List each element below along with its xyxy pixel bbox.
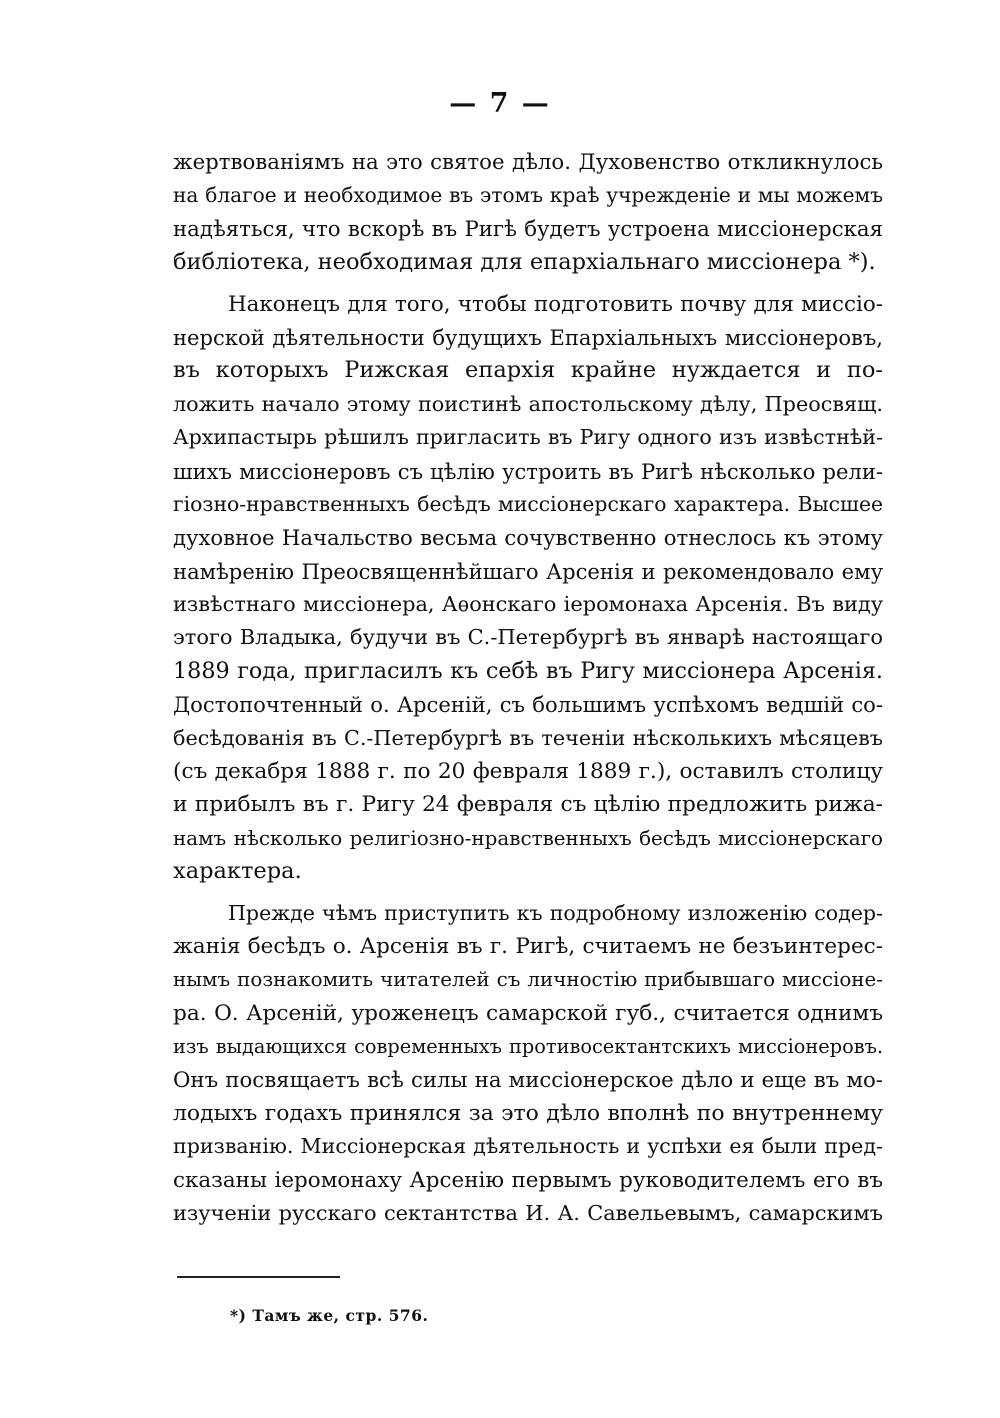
- text-line: бесѣдованія въ С.-Петербургѣ въ теченіи нѣсколькихъ мѣсяцевъ: [173, 725, 883, 750]
- text-line: изъ выдающихся современныхъ противосектантскихъ миссіонеровъ.: [173, 1035, 883, 1059]
- body-text: [173, 146, 883, 1231]
- text-line: и прибылъ въ г. Ригу 24 февраля съ цѣлію предложить рижа-: [173, 792, 883, 818]
- text-line: изученіи русскаго сектантства И. А. Савельевымъ, самарскимъ: [173, 1201, 883, 1226]
- paragraph-1: [173, 146, 883, 280]
- text-line: Наконецъ для того, чтобы подготовить почву для миссіо-: [228, 291, 883, 317]
- paragraph-3: [173, 897, 883, 1231]
- text-line: нымъ познакомить читателей съ личностію прибывшаго миссіоне-: [173, 968, 883, 992]
- text-line: ра. О. Арсеній, уроженецъ самарской губ., считается однимъ: [173, 1000, 883, 1026]
- text-line: Архипастырь рѣшилъ пригласить въ Ригу одного изъ извѣстнѣй-: [173, 425, 883, 450]
- text-line: характера.: [173, 858, 302, 885]
- text-line: (съ декабря 1888 г. по 20 февраля 1889 г.), оставилъ столицу: [173, 759, 883, 785]
- text-line: призванію. Миссіонерская дѣятельность и успѣхи ея были пред-: [173, 1134, 883, 1159]
- page-number: — 7 —: [449, 88, 551, 119]
- text-line: духовное Начальство весьма сочувственно отнеслось къ этому: [173, 525, 883, 551]
- text-line: сказаны іеромонаху Арсенію первымъ руководителемъ его въ: [173, 1167, 883, 1193]
- text-line: извѣстнаго миссіонера, Аѳонскаго іеромонаха Арсенія. Въ виду: [173, 592, 883, 617]
- text-line: надѣяться, что вскорѣ въ Ригѣ будетъ устроена миссіонерская: [173, 216, 883, 242]
- text-line: Прежде чѣмъ приступить къ подробному изложенію содер-: [228, 900, 883, 925]
- text-line: этого Владыка, будучи въ С.-Петербургѣ въ январѣ настоящаго: [173, 625, 883, 650]
- footnote-divider: [177, 1276, 340, 1278]
- text-line: жанія бесѣдъ о. Арсенія въ г. Ригѣ, считаемъ не безъинтерес-: [173, 933, 883, 959]
- text-line: Онъ посвящаетъ всѣ силы на миссіонерское дѣло и еще въ мо-: [173, 1067, 883, 1093]
- text-line: Достопочтенный о. Арсеній, съ большимъ успѣхомъ ведшій со-: [173, 692, 883, 718]
- text-line: 1889 года, пригласилъ къ себѣ въ Ригу миссіонера Арсенія.: [173, 657, 883, 684]
- text-line: лодыхъ годахъ принялся за это дѣло вполнѣ по внутреннему: [173, 1100, 883, 1126]
- text-line: гіозно-нравственныхъ бесѣдъ миссіонерскаго характера. Высшее: [173, 491, 883, 516]
- text-line: намъ нѣсколько религіозно-нравственныхъ бесѣдъ миссіонерскаго: [173, 826, 883, 850]
- text-line: на благое и необходимое въ этомъ краѣ учрежденіе и мы можемъ: [173, 183, 883, 208]
- text-line: въ которыхъ Рижская епархія крайне нуждается и по-: [173, 357, 883, 384]
- footnote: *) Тамъ же, стр. 576.: [230, 1306, 429, 1325]
- text-line: нерской дѣятельности будущихъ Епархіальныхъ миссіонеровъ,: [173, 324, 883, 350]
- text-line: шихъ миссіонеровъ съ цѣлію устроить въ Ригѣ нѣсколько рели-: [173, 458, 883, 484]
- text-line: библіотека, необходимая для епархіальнаго миссіонера *).: [173, 249, 876, 276]
- text-line: намѣренію Преосвященнѣйшаго Арсенія и рекомендовало ему: [173, 558, 883, 584]
- paragraph-2: [173, 288, 883, 889]
- text-line: ложить начало этому поистинѣ апостольскому дѣлу, Преосвящ.: [173, 391, 883, 416]
- text-line: жертвованіямъ на это святое дѣло. Духовенство откликнулось: [173, 150, 883, 175]
